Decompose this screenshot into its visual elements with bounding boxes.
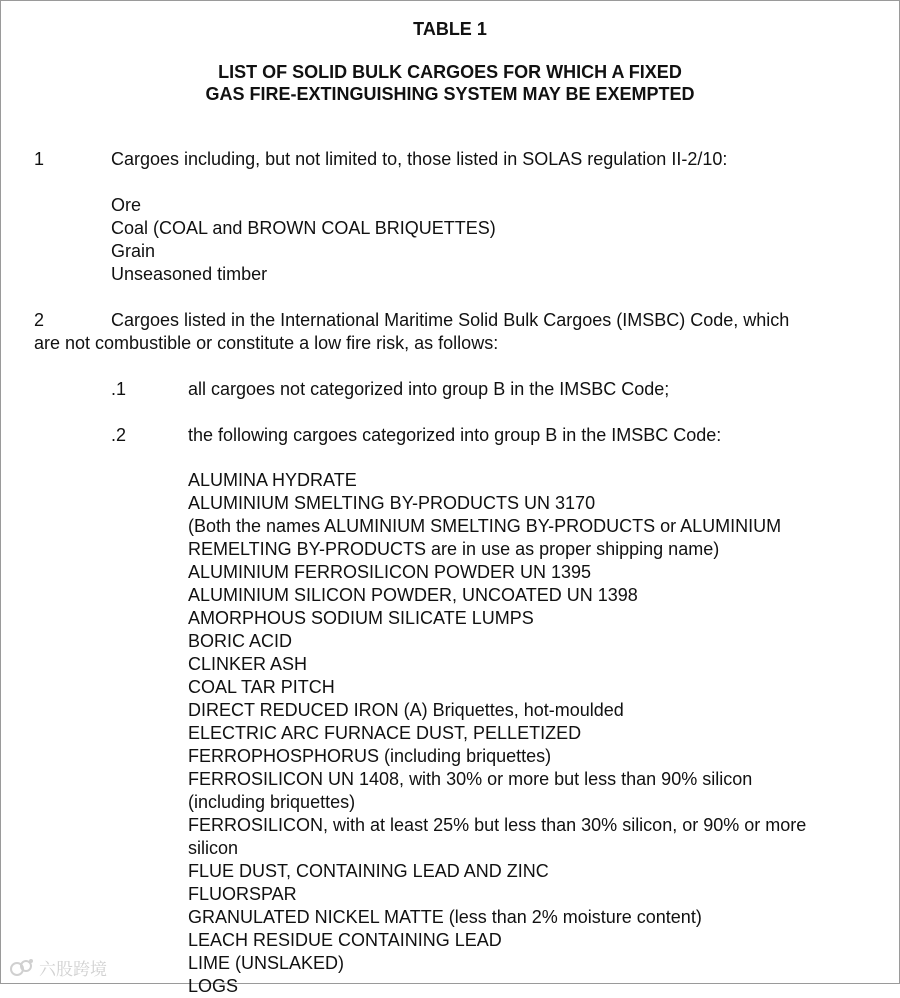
sub1-text: all cargoes not categorized into group B in the IMSBC Code; bbox=[188, 379, 670, 399]
cargo-item: FLUORSPAR bbox=[188, 884, 297, 904]
section1-item-timber: Unseasoned timber bbox=[111, 264, 268, 284]
cargo-item: FERROSILICON, with at least 25% but less than 30% silicon, or 90% or more bbox=[188, 815, 807, 835]
section1-item-ore: Ore bbox=[111, 195, 142, 215]
section2-text-line2: are not combustible or constitute a low fire risk, as follows: bbox=[34, 333, 499, 353]
table-number: TABLE 1 bbox=[413, 19, 487, 39]
cargo-item: FLUE DUST, CONTAINING LEAD AND ZINC bbox=[188, 861, 549, 881]
cargo-item: ALUMINIUM SMELTING BY-PRODUCTS UN 3170 bbox=[188, 493, 596, 513]
cargo-item: FERROSILICON UN 1408, with 30% or more but less than 90% silicon bbox=[188, 769, 753, 789]
cargo-item: GRANULATED NICKEL MATTE (less than 2% moisture content) bbox=[188, 907, 702, 927]
cargo-item: ALUMINIUM SILICON POWDER, UNCOATED UN 1398 bbox=[188, 585, 638, 605]
sub1-number: .1 bbox=[111, 379, 127, 399]
cargo-item: ALUMINIUM FERROSILICON POWDER UN 1395 bbox=[188, 562, 592, 582]
watermark bbox=[9, 955, 107, 980]
cargo-item: COAL TAR PITCH bbox=[188, 677, 335, 697]
section1-item-coal: Coal (COAL and BROWN COAL BRIQUETTES) bbox=[111, 218, 496, 238]
cargo-item: ALUMINA HYDRATE bbox=[188, 470, 357, 490]
section1-item-grain: Grain bbox=[111, 241, 156, 261]
cargo-item: (including briquettes) bbox=[188, 792, 356, 812]
section1-text: Cargoes including, but not limited to, those listed in SOLAS regulation II-2/10: bbox=[111, 149, 728, 169]
table-title-line1: LIST OF SOLID BULK CARGOES FOR WHICH A FIXED bbox=[218, 62, 682, 82]
sub2-text: the following cargoes categorized into group B in the IMSBC Code: bbox=[188, 425, 722, 445]
section1-number: 1 bbox=[34, 149, 45, 169]
sub2-number: .2 bbox=[111, 425, 127, 445]
cargo-item: (Both the names ALUMINIUM SMELTING BY-PRODUCTS or ALUMINIUM bbox=[188, 516, 782, 536]
section2-text-line1: Cargoes listed in the International Maritime Solid Bulk Cargoes (IMSBC) Code, which bbox=[111, 310, 790, 330]
cargo-item: ELECTRIC ARC FURNACE DUST, PELLETIZED bbox=[188, 723, 582, 743]
cargo-item: silicon bbox=[188, 838, 239, 858]
table-title-line2: GAS FIRE-EXTINGUISHING SYSTEM MAY BE EXEMPTED bbox=[205, 84, 695, 104]
cargo-item: FERROPHOSPHORUS (including briquettes) bbox=[188, 746, 552, 766]
section2-number: 2 bbox=[34, 310, 45, 330]
watermark-text: 六股跨境 bbox=[39, 960, 107, 980]
cargo-item: LIME (UNSLAKED) bbox=[188, 953, 345, 973]
cargo-item: DIRECT REDUCED IRON (A) Briquettes, hot-moulded bbox=[188, 700, 624, 720]
cargo-item: REMELTING BY-PRODUCTS are in use as proper shipping name) bbox=[188, 539, 720, 559]
cargo-item: AMORPHOUS SODIUM SILICATE LUMPS bbox=[188, 608, 534, 628]
cargo-item: CLINKER ASH bbox=[188, 654, 308, 674]
watermark-logo-icon bbox=[9, 957, 35, 979]
cargo-item: LOGS bbox=[188, 976, 239, 996]
cargo-item: LEACH RESIDUE CONTAINING LEAD bbox=[188, 930, 502, 950]
cargo-item: BORIC ACID bbox=[188, 631, 293, 651]
